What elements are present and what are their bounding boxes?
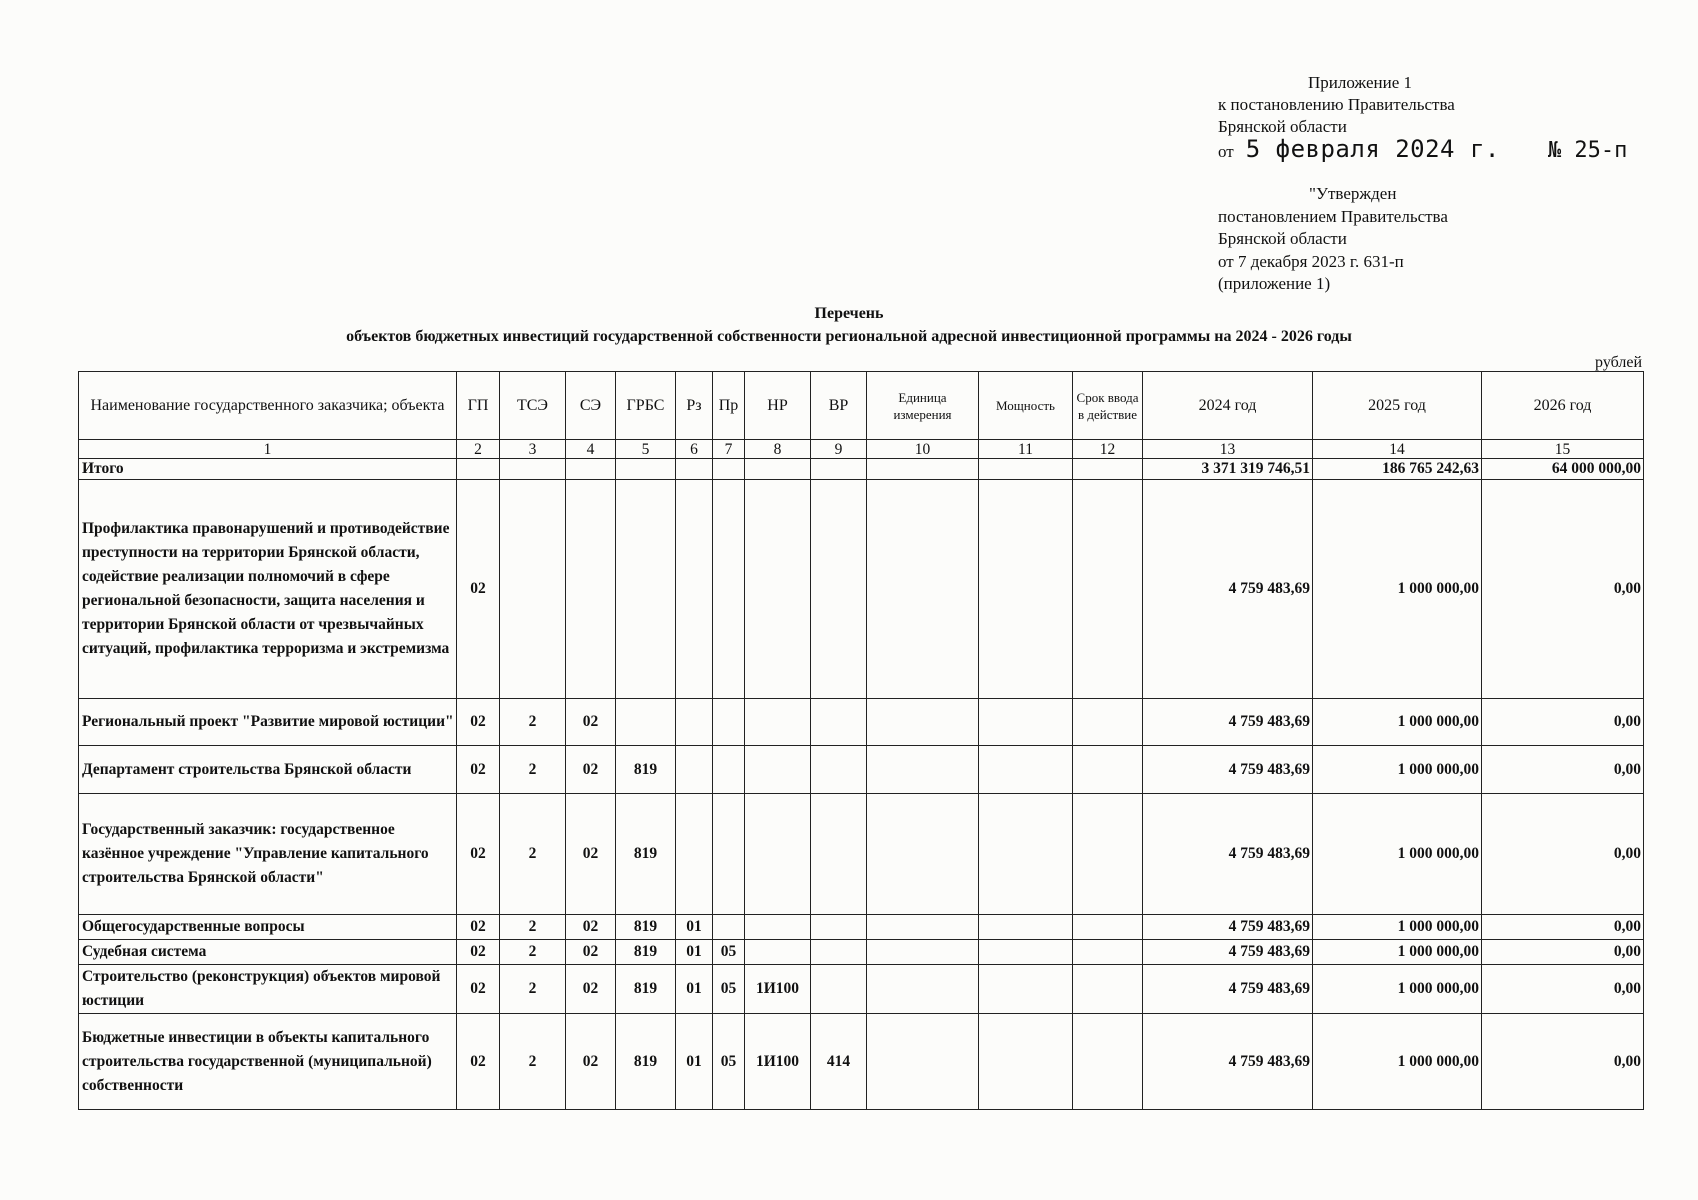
row-code-grbs — [616, 699, 676, 746]
column-number: 11 — [979, 440, 1073, 459]
column-number: 10 — [867, 440, 979, 459]
header-nr: НР — [745, 372, 811, 440]
column-number: 15 — [1482, 440, 1644, 459]
row-code-gp: 02 — [457, 940, 500, 965]
row-code-grbs: 819 — [616, 746, 676, 794]
row-code-nr — [745, 940, 811, 965]
row-amount-y2025: 1 000 000,00 — [1313, 699, 1482, 746]
row-name: Департамент строительства Брянской области — [79, 746, 457, 794]
table-row — [79, 1014, 1644, 1110]
column-number: 4 — [566, 440, 616, 459]
total-empty-cell — [457, 459, 500, 480]
row-code-nr — [745, 699, 811, 746]
row-code-tse: 2 — [500, 699, 566, 746]
table-row — [79, 965, 1644, 1014]
row-empty-cell — [867, 940, 979, 965]
row-amount-y2025: 1 000 000,00 — [1313, 794, 1482, 915]
column-number: 3 — [500, 440, 566, 459]
row-code-nr — [745, 480, 811, 699]
approved-line-4: от 7 декабря 2023 г. 631-п — [1218, 251, 1404, 271]
row-empty-cell — [979, 699, 1073, 746]
row-amount-y2026: 0,00 — [1482, 794, 1644, 915]
row-amount-y2024: 4 759 483,69 — [1143, 965, 1313, 1014]
row-amount-y2026: 0,00 — [1482, 699, 1644, 746]
header-unit: Единица измерения — [867, 372, 979, 440]
row-code-se: 02 — [566, 915, 616, 940]
row-amount-y2024: 4 759 483,69 — [1143, 480, 1313, 699]
row-amount-y2026: 0,00 — [1482, 915, 1644, 940]
row-amount-y2025: 1 000 000,00 — [1313, 1014, 1482, 1110]
row-code-vr — [811, 794, 867, 915]
row-code-grbs: 819 — [616, 915, 676, 940]
row-empty-cell — [979, 480, 1073, 699]
approved-line-5: (приложение 1) — [1218, 274, 1331, 293]
row-empty-cell — [1073, 746, 1143, 794]
table-row — [79, 746, 1644, 794]
header-2024: 2024 год — [1143, 372, 1313, 440]
total-empty-cell — [500, 459, 566, 480]
header-pr: Пр — [713, 372, 745, 440]
row-code-gp: 02 — [457, 480, 500, 699]
table-row — [79, 480, 1644, 699]
row-empty-cell — [979, 1014, 1073, 1110]
total-empty-cell — [979, 459, 1073, 480]
row-code-tse: 2 — [500, 794, 566, 915]
row-empty-cell — [1073, 794, 1143, 915]
row-amount-y2024: 4 759 483,69 — [1143, 794, 1313, 915]
total-empty-cell — [713, 459, 745, 480]
approved-line-3: Брянской области — [1218, 229, 1347, 248]
row-code-tse: 2 — [500, 940, 566, 965]
appendix-block — [1218, 72, 1678, 163]
row-amount-y2024: 4 759 483,69 — [1143, 699, 1313, 746]
total-empty-cell — [566, 459, 616, 480]
row-amount-y2024: 4 759 483,69 — [1143, 1014, 1313, 1110]
appendix-date-row — [1218, 135, 1678, 163]
row-code-rz: 01 — [676, 1014, 713, 1110]
column-number-row — [79, 440, 1644, 459]
row-empty-cell — [1073, 965, 1143, 1014]
row-code-nr — [745, 746, 811, 794]
row-code-nr: 1И100 — [745, 1014, 811, 1110]
row-code-se: 02 — [566, 965, 616, 1014]
row-amount-y2025: 1 000 000,00 — [1313, 915, 1482, 940]
row-empty-cell — [979, 940, 1073, 965]
header-tse: ТСЭ — [500, 372, 566, 440]
total-empty-cell — [616, 459, 676, 480]
row-code-vr — [811, 965, 867, 1014]
row-code-gp: 02 — [457, 915, 500, 940]
row-code-grbs — [616, 480, 676, 699]
header-row — [79, 372, 1644, 440]
row-amount-y2026: 0,00 — [1482, 965, 1644, 1014]
table-row — [79, 915, 1644, 940]
column-number: 9 — [811, 440, 867, 459]
row-code-rz — [676, 699, 713, 746]
header-power: Мощность — [979, 372, 1073, 440]
column-number: 14 — [1313, 440, 1482, 459]
row-amount-y2025: 1 000 000,00 — [1313, 746, 1482, 794]
header-se: СЭ — [566, 372, 616, 440]
row-empty-cell — [979, 915, 1073, 940]
row-code-gp: 02 — [457, 746, 500, 794]
handwritten-number: № 25-п — [1547, 138, 1628, 163]
row-code-rz: 01 — [676, 965, 713, 1014]
column-number: 7 — [713, 440, 745, 459]
row-empty-cell — [979, 746, 1073, 794]
header-vr: ВР — [811, 372, 867, 440]
appendix-line-3: Брянской области — [1218, 117, 1347, 136]
column-number: 8 — [745, 440, 811, 459]
row-code-pr: 05 — [713, 940, 745, 965]
row-code-rz — [676, 794, 713, 915]
investment-table — [78, 371, 1644, 1110]
row-code-vr — [811, 699, 867, 746]
row-name: Строительство (реконструкция) объектов мировой юстиции — [79, 965, 457, 1014]
row-empty-cell — [867, 746, 979, 794]
row-code-se — [566, 480, 616, 699]
row-code-vr — [811, 746, 867, 794]
row-code-pr — [713, 746, 745, 794]
total-row — [79, 459, 1644, 480]
row-name: Профилактика правонарушений и противодействие преступности на территории Брянской области, содействие реализации полномочий в сфере региональной безопасности, защита населения и территории Брянской области от чрезвычайных ситуаций, профилактика терроризма и экстремизма — [79, 480, 457, 699]
total-2024: 3 371 319 746,51 — [1143, 459, 1313, 480]
header-name: Наименование государственного заказчика; объекта — [79, 372, 457, 440]
row-code-se: 02 — [566, 1014, 616, 1110]
row-amount-y2025: 1 000 000,00 — [1313, 480, 1482, 699]
total-empty-cell — [676, 459, 713, 480]
row-empty-cell — [1073, 1014, 1143, 1110]
row-empty-cell — [867, 699, 979, 746]
row-code-se: 02 — [566, 699, 616, 746]
row-amount-y2026: 0,00 — [1482, 1014, 1644, 1110]
table-row — [79, 794, 1644, 915]
header-2025: 2025 год — [1313, 372, 1482, 440]
row-name: Общегосударственные вопросы — [79, 915, 457, 940]
row-name: Региональный проект "Развитие мировой юстиции" — [79, 699, 457, 746]
document-title — [0, 302, 1698, 348]
row-code-rz: 01 — [676, 915, 713, 940]
row-amount-y2026: 0,00 — [1482, 940, 1644, 965]
row-empty-cell — [1073, 940, 1143, 965]
column-number: 1 — [79, 440, 457, 459]
row-code-se: 02 — [566, 940, 616, 965]
row-code-grbs: 819 — [616, 965, 676, 1014]
total-2026: 64 000 000,00 — [1482, 459, 1644, 480]
row-code-tse: 2 — [500, 746, 566, 794]
total-empty-cell — [745, 459, 811, 480]
row-code-gp: 02 — [457, 1014, 500, 1110]
approved-line-2: постановлением Правительства — [1218, 206, 1448, 226]
total-2025: 186 765 242,63 — [1313, 459, 1482, 480]
table-row — [79, 940, 1644, 965]
date-prefix: от — [1218, 142, 1234, 161]
column-number: 13 — [1143, 440, 1313, 459]
row-code-vr — [811, 480, 867, 699]
row-code-pr — [713, 915, 745, 940]
row-name: Судебная система — [79, 940, 457, 965]
row-empty-cell — [1073, 480, 1143, 699]
row-code-se: 02 — [566, 794, 616, 915]
row-code-grbs: 819 — [616, 940, 676, 965]
row-empty-cell — [979, 965, 1073, 1014]
row-empty-cell — [1073, 699, 1143, 746]
header-gp: ГП — [457, 372, 500, 440]
column-number: 5 — [616, 440, 676, 459]
appendix-line-2: к постановлению Правительства — [1218, 95, 1455, 114]
row-code-grbs: 819 — [616, 1014, 676, 1110]
row-amount-y2025: 1 000 000,00 — [1313, 940, 1482, 965]
row-code-vr — [811, 940, 867, 965]
row-amount-y2024: 4 759 483,69 — [1143, 940, 1313, 965]
total-empty-cell — [1073, 459, 1143, 480]
row-code-gp: 02 — [457, 965, 500, 1014]
row-code-pr — [713, 480, 745, 699]
handwritten-date: 5 февраля 2024 г. — [1245, 135, 1500, 163]
row-amount-y2026: 0,00 — [1482, 746, 1644, 794]
column-number: 6 — [676, 440, 713, 459]
row-amount-y2025: 1 000 000,00 — [1313, 965, 1482, 1014]
row-code-tse: 2 — [500, 915, 566, 940]
column-number: 2 — [457, 440, 500, 459]
header-2026: 2026 год — [1482, 372, 1644, 440]
total-empty-cell — [867, 459, 979, 480]
row-code-vr — [811, 915, 867, 940]
row-code-tse — [500, 480, 566, 699]
row-code-nr — [745, 794, 811, 915]
row-empty-cell — [979, 794, 1073, 915]
row-amount-y2026: 0,00 — [1482, 480, 1644, 699]
row-code-pr: 05 — [713, 1014, 745, 1110]
table-row — [79, 699, 1644, 746]
row-empty-cell — [867, 1014, 979, 1110]
total-empty-cell — [811, 459, 867, 480]
row-code-se: 02 — [566, 746, 616, 794]
total-label: Итого — [79, 459, 457, 480]
row-empty-cell — [867, 480, 979, 699]
row-empty-cell — [867, 794, 979, 915]
row-empty-cell — [867, 965, 979, 1014]
row-name: Бюджетные инвестиции в объекты капитального строительства государственной (муниципальной) собственности — [79, 1014, 457, 1110]
row-empty-cell — [1073, 915, 1143, 940]
row-code-pr: 05 — [713, 965, 745, 1014]
currency-unit: рублей — [1595, 354, 1642, 371]
row-code-tse: 2 — [500, 1014, 566, 1110]
row-code-gp: 02 — [457, 794, 500, 915]
title-line-2: объектов бюджетных инвестиций государственной собственности региональной адресной инвестиционной программы на 2024 - 2026 годы — [346, 328, 1352, 345]
appendix-line-1: Приложение 1 — [1308, 73, 1412, 92]
row-code-pr — [713, 794, 745, 915]
title-line-1: Перечень — [814, 305, 884, 322]
row-code-vr: 414 — [811, 1014, 867, 1110]
row-amount-y2024: 4 759 483,69 — [1143, 915, 1313, 940]
column-number: 12 — [1073, 440, 1143, 459]
row-name: Государственный заказчик: государственное казённое учреждение "Управление капитального строительства Брянской области" — [79, 794, 457, 915]
row-code-rz: 01 — [676, 940, 713, 965]
header-term: Срок ввода в действие — [1073, 372, 1143, 440]
row-empty-cell — [867, 915, 979, 940]
row-code-nr: 1И100 — [745, 965, 811, 1014]
row-code-pr — [713, 699, 745, 746]
row-code-gp: 02 — [457, 699, 500, 746]
header-grbs: ГРБС — [616, 372, 676, 440]
approved-line-1: "Утвержден — [1309, 184, 1397, 203]
approved-block — [1218, 183, 1638, 296]
row-code-rz — [676, 480, 713, 699]
row-amount-y2024: 4 759 483,69 — [1143, 746, 1313, 794]
header-rz: Рз — [676, 372, 713, 440]
row-code-nr — [745, 915, 811, 940]
row-code-grbs: 819 — [616, 794, 676, 915]
row-code-rz — [676, 746, 713, 794]
row-code-tse: 2 — [500, 965, 566, 1014]
